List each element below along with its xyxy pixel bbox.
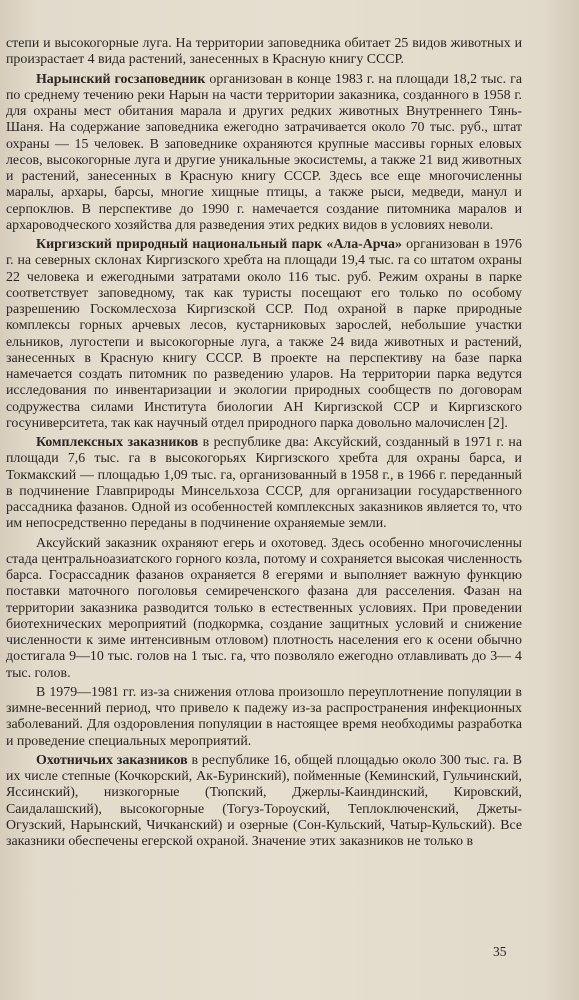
paragraph-text: степи и высокогорные луга. На территории заповедника обитает 25 видов животных и произрастает 4 вида растений, занесенных в Красную книгу СССР. [6, 36, 522, 68]
paragraph-text: организован в конце 1983 г. на площади 18,2 тыс. га по среднему течению реки Нарын на части территории заказника, созданного в 1958 г. для охраны мест обитания марала и других редких животных Внутреннего Тянь-Шаня. На содержание заповедника ежегодно затрачивается около 70 тыс. руб., штат охраны — 15 человек. В заповеднике охраняются крупные массивы горных еловых лесов, высокогорные луга и другие уникальные экосистемы, а также 21 вид животных и растений, занесенных в Красную книгу СССР. Здесь все еще многочисленны маралы, архары, барсы, многие хищные птицы, а также рыси, медведи, манул и серпоклюв. В перспективе до 1990 г. намечается создание питомника маралов и архароводческого хозяйства для разведения этих редких видов в условиях неволи. [6, 71, 522, 233]
paragraph-2 [6, 237, 522, 432]
paragraph-3 [6, 435, 522, 533]
paragraph-text: В 1979—1981 гг. из-за снижения отлова произошло переуплотнение популяции в зимне-весенний период, что привело к падежу из-за распространения инфекционных заболеваний. Для оздоровления популяции в настоящее время необходимы разработка и проведение специальных мероприятий. [6, 684, 522, 749]
paragraph-text: в республике 16, общей площадью около 300 тыс. га. В их числе степные (Кочкорский, Ак-Буринский), пойменные (Кеминский, Гульчинский, Ясcинский), низкогорные (Тюпский, Джерлы-Каиндинский, Кировский, Саидалашский), высокогорные (Тогуз-Тороуский, Теплоключенский, Джеты-Огузский, Нарынский, Чичканский) и озерные (Сон-Кульский, Чатыр-Кульский). Все заказники обеспечены егерской охраной. Значение этих заказников не только в [6, 752, 522, 849]
body-text [6, 36, 522, 853]
paragraph-lead: Охотничьих заказников [36, 752, 188, 768]
paragraph-0 [6, 36, 522, 69]
paragraph-5 [6, 685, 522, 750]
paragraph-4 [6, 536, 522, 682]
page-number: 35 [493, 944, 507, 959]
paragraph-lead: Комплексных заказников [36, 435, 199, 450]
paragraph-1 [6, 72, 522, 235]
paragraph-6 [6, 753, 522, 851]
paragraph-lead: Киргизский природный национальный парк «Ала-Арча» [36, 237, 402, 252]
paragraph-text: организован в 1976 г. на северных склонах Киргизского хребта на площади 19,4 тыс. га со штатом охраны 22 человека и ежегодными затратами около 116 тыс. руб. Режим охраны в парке соответствует заповедному, так как туристы посещают его только по особому разрешению Госкомлесхоза Киргизской ССР. Под охраной в парке природные комплексы горных арчевых лесов, кустарниковых зарослей, небольшие участки ельников, лугостепи и высокогорные луга, а также 24 вида животных и растений, занесенных в Красную книгу СССР. В проекте на перспективу на базе парка намечается создать питомник по разведению уларов. На территории парка ведутся исследования по инвентаризации и экологии природных сообществ по договорам содружества силами Института биологии АН Киргизской ССР и Киргизского госуниверситета, так как научный отдел природного парка довольно малочислен [2]. [6, 237, 522, 431]
paragraph-text: Аксуйский заказник охраняют егерь и охотовед. Здесь особенно многочисленны стада центральноазиатского горного козла, потому и сохраняется высокая численность барса. Госрассадник фазанов охраняется 8 егерями и выполняет важную функцию поставки маточного поголовья семиреченского фазана для расселения. Фазан на территории заказника разводится только в естественных условиях. При проведении биотехнических мероприятий (подкормка, создание защитных условий и снижение численности к зиме интенсивным отловом) плотность населения его к осени обычно достигала 9—10 тыс. голов на 1 тыс. га, что позволяло ежегодно отлавливать до 3— 4 тыс. голов. [6, 535, 522, 681]
paragraph-lead: Нарынский госзаповедник [36, 71, 206, 87]
paragraph-text: в республике два: Аксуйский, созданный в 1971 г. на площади 7,6 тыс. га в высокогорьях Киргизского хребта для охраны барса, и Токмакский — площадью 1,09 тыс. га, организованный в 1958 г., в 1966 г. переданный в подчинение Главприроды Минсельхоза СССР, для организации государственного рассадника фазанов. Одной из особенностей комплексных заказников является то, что им непосредственно переданы в подчинение охраняемые земли. [6, 435, 522, 532]
